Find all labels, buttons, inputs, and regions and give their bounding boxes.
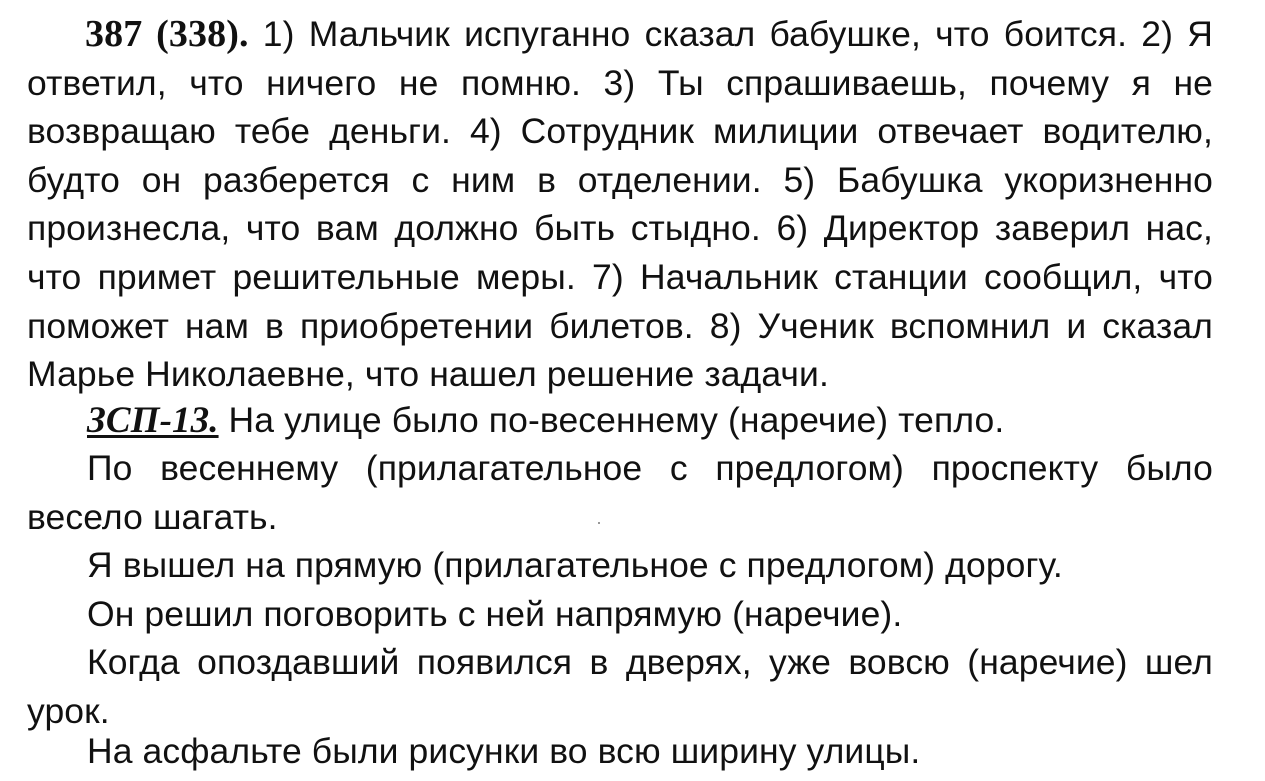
zsp-13-first-line bbox=[27, 396, 1213, 446]
zsp-13-label: ЗСП-13. bbox=[87, 400, 219, 441]
zsp-13-sentence-1: На улице было по-весеннему (наречие) тепло. bbox=[228, 400, 1005, 440]
exercise-387-paragraph bbox=[27, 10, 1213, 399]
zsp-13-sentence-6: На асфальте были рисунки во всю ширину улицы. bbox=[87, 731, 921, 771]
scan-speck bbox=[598, 522, 600, 524]
zsp-13-sentence-2: По весеннему (прилагательное с предлогом) проспекту было весело шагать. bbox=[27, 448, 1213, 537]
zsp-13-sentence-3: Я вышел на прямую (прилагательное с предлогом) дорогу. bbox=[87, 545, 1063, 585]
zsp-13-sentence-5: Когда опоздавший появился в дверях, уже вовсю (наречие) шел урок. bbox=[27, 642, 1213, 731]
exercise-number: 387 (338). bbox=[85, 13, 249, 55]
exercise-text: 1) Мальчик испуганно сказал бабушке, что боится. 2) Я ответил, что ничего не помню. 3) Ты спрашиваешь, почему я не возвращаю тебе деньги. 4) Сотрудник милиции отвечает водителю, будто он разберется с ним в отделении. 5) Бабушка укоризненно произнесла, что вам должно быть стыдно. 6) Директор заверил нас, что примет решительные меры. 7) Начальник станции сообщил, что поможет нам в приобретении билетов. 8) Ученик вспомнил и сказал Марье Николаевне, что нашел решение задачи. bbox=[27, 14, 1213, 395]
zsp-13-sentence-4: Он решил поговорить с ней напрямую (наречие). bbox=[87, 594, 903, 634]
